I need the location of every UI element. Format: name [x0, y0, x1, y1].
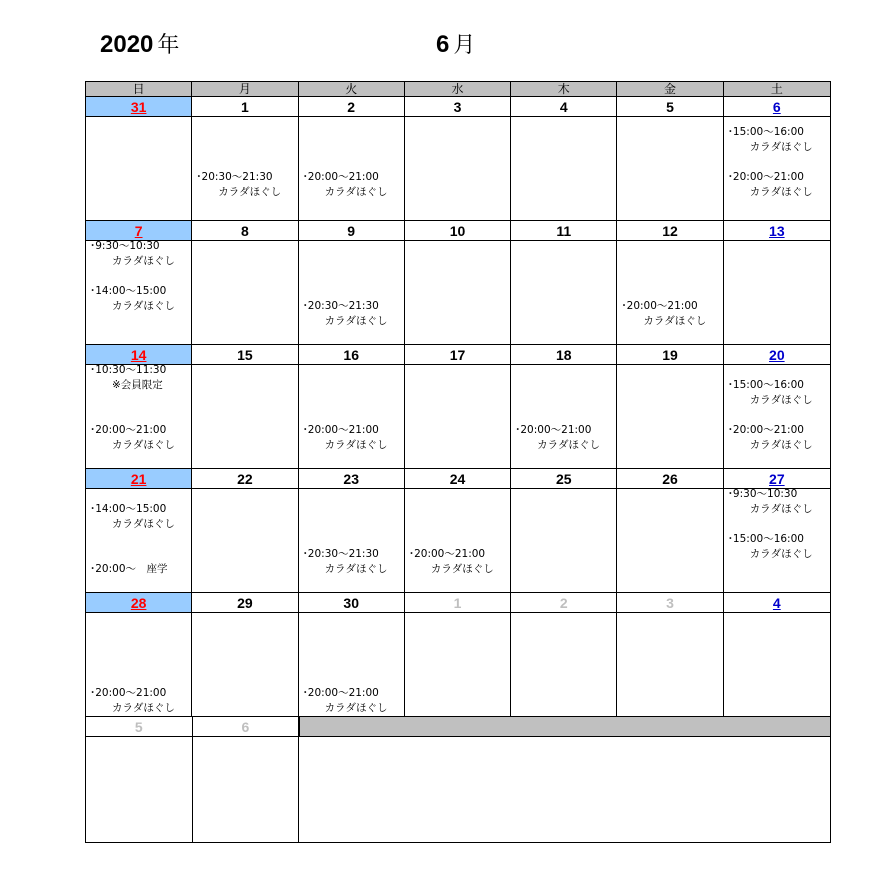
day-number: 26 [617, 469, 722, 489]
day-number: 20 [724, 345, 830, 365]
day-cell[interactable] [192, 221, 298, 344]
day-cell[interactable] [405, 469, 511, 592]
event-time: ･20:30～21:30 [302, 300, 379, 312]
event-time: ･15:00～16:00 [727, 379, 804, 391]
event-time: ･20:00～21:00 [90, 687, 167, 699]
month-title [436, 28, 475, 59]
day-number: 28 [86, 593, 191, 613]
event [303, 299, 388, 329]
day-cell[interactable] [617, 97, 723, 220]
day-number: 21 [86, 469, 191, 489]
empty-filler-bar [299, 717, 830, 737]
event-name: カラダほぐし [643, 315, 707, 327]
day-cell[interactable] [724, 97, 830, 220]
day-number: 12 [617, 221, 722, 241]
event [728, 532, 813, 562]
event-time: ･20:00～21:00 [90, 424, 167, 436]
day-cell[interactable] [724, 469, 830, 592]
day-number: 9 [299, 221, 404, 241]
event-time: ･20:00～21:00 [621, 300, 698, 312]
day-number: 5 [617, 97, 722, 117]
year-title [100, 28, 179, 59]
day-cell[interactable] [724, 345, 830, 468]
week-row-2 [86, 221, 830, 345]
day-cell[interactable] [299, 345, 405, 468]
weekday-fri: 金 [617, 82, 723, 96]
event [90, 686, 175, 716]
event-time: ･20:00～ 座学 [90, 563, 168, 575]
week-row-4 [86, 469, 830, 593]
day-cell[interactable] [405, 97, 511, 220]
day-cell[interactable] [299, 469, 405, 592]
day-cell[interactable] [86, 593, 192, 716]
day-number: 17 [405, 345, 510, 365]
weekday-tue: 火 [299, 82, 405, 96]
day-number: 30 [299, 593, 404, 613]
event-time: ･9:30～10:30 [727, 488, 798, 500]
year-value: 2020 [100, 31, 154, 58]
event [621, 299, 706, 329]
day-cell[interactable] [405, 345, 511, 468]
week-row-3 [86, 345, 830, 469]
event-name: カラダほぐし [324, 702, 388, 714]
event-name: カラダほぐし [324, 186, 388, 198]
event-time: ･15:00～16:00 [727, 533, 804, 545]
event [303, 423, 388, 453]
day-number: 2 [511, 593, 616, 613]
event-name: カラダほぐし [749, 439, 813, 451]
event-name: カラダほぐし [112, 300, 175, 312]
day-number: 24 [405, 469, 510, 489]
event [303, 686, 388, 716]
event [515, 423, 600, 453]
event [728, 125, 813, 155]
event-name: カラダほぐし [324, 563, 388, 575]
day-cell[interactable] [724, 221, 830, 344]
event-name: カラダほぐし [749, 394, 813, 406]
event [90, 363, 166, 393]
event [90, 562, 168, 577]
event-name: カラダほぐし [430, 563, 494, 575]
day-number: 1 [405, 593, 510, 613]
event [90, 502, 175, 532]
day-number: 2 [299, 97, 404, 117]
day-cell[interactable] [299, 593, 405, 716]
event [728, 170, 813, 200]
day-cell[interactable] [192, 469, 298, 592]
event [728, 487, 813, 517]
day-cell[interactable] [724, 593, 830, 716]
day-cell[interactable] [511, 97, 617, 220]
event-name: カラダほぐし [112, 439, 175, 451]
day-number: 15 [192, 345, 297, 365]
event-name: カラダほぐし [324, 439, 388, 451]
day-cell[interactable] [405, 593, 511, 716]
day-number: 8 [192, 221, 297, 241]
day-number: 3 [617, 593, 722, 613]
day-number: 10 [405, 221, 510, 241]
day-cell[interactable] [617, 593, 723, 716]
event-time: ･20:30～21:30 [196, 171, 273, 183]
week-row-1 [86, 97, 830, 221]
event-name: カラダほぐし [112, 255, 175, 267]
day-number: 19 [617, 345, 722, 365]
event [303, 170, 388, 200]
day-cell[interactable] [86, 345, 192, 468]
event-name: カラダほぐし [749, 141, 813, 153]
event-time: ･9:30～10:30 [90, 240, 160, 252]
event-name: カラダほぐし [218, 186, 282, 198]
day-number: 13 [724, 221, 830, 241]
day-number: 7 [86, 221, 191, 241]
event-time: ･20:00～21:00 [302, 424, 379, 436]
day-number: 11 [511, 221, 616, 241]
day-cell[interactable] [511, 345, 617, 468]
event-name: カラダほぐし [324, 315, 388, 327]
day-cell[interactable] [193, 717, 300, 842]
month-unit: 月 [453, 32, 476, 57]
weekday-sun: 日 [86, 82, 192, 96]
calendar-grid [85, 81, 831, 843]
day-cell[interactable] [86, 469, 192, 592]
day-number: 4 [511, 97, 616, 117]
event [728, 378, 813, 408]
weekday-thu: 木 [511, 82, 617, 96]
day-cell[interactable] [617, 345, 723, 468]
day-number: 31 [86, 97, 191, 117]
event-time: ･20:30～21:30 [302, 548, 379, 560]
day-number: 16 [299, 345, 404, 365]
event-name: カラダほぐし [749, 186, 813, 198]
month-value: 6 [436, 31, 450, 58]
event [90, 239, 175, 269]
day-cell[interactable] [192, 97, 298, 220]
day-cell[interactable] [405, 221, 511, 344]
event-time: ･14:00～15:00 [90, 503, 167, 515]
event-name: カラダほぐし [537, 439, 601, 451]
event-time: ･14:00～15:00 [90, 285, 167, 297]
day-number: 23 [299, 469, 404, 489]
day-number: 6 [724, 97, 830, 117]
event-time: ･20:00～21:00 [727, 424, 804, 436]
event-name: カラダほぐし [749, 548, 813, 560]
event-name: カラダほぐし [749, 503, 813, 515]
year-unit: 年 [157, 32, 180, 57]
day-cell[interactable] [86, 221, 192, 344]
event-time: ･20:00～21:00 [302, 687, 379, 699]
week-row-6 [86, 717, 830, 842]
day-cell[interactable] [511, 593, 617, 716]
day-number: 14 [86, 345, 191, 365]
day-number: 18 [511, 345, 616, 365]
day-number: 6 [193, 717, 299, 737]
day-number: 5 [86, 717, 192, 737]
day-cell[interactable] [511, 469, 617, 592]
day-number: 3 [405, 97, 510, 117]
day-cell[interactable] [617, 221, 723, 344]
event-name: カラダほぐし [112, 702, 175, 714]
event [409, 547, 494, 577]
event [90, 423, 175, 453]
day-cell[interactable] [511, 221, 617, 344]
weekday-wed: 水 [405, 82, 511, 96]
day-cell[interactable] [86, 97, 192, 220]
day-cell[interactable] [617, 469, 723, 592]
event [90, 284, 175, 314]
day-number: 22 [192, 469, 297, 489]
event-name: カラダほぐし [112, 518, 175, 530]
event-time: ･10:30～11:30 [90, 364, 167, 376]
day-cell[interactable] [299, 97, 405, 220]
event-time: ･15:00～16:00 [727, 126, 804, 138]
weekday-header-row [86, 82, 830, 97]
event-time: ･20:00～21:00 [515, 424, 592, 436]
day-number: 1 [192, 97, 297, 117]
event-time: ･20:00～21:00 [302, 171, 379, 183]
event-time: ･20:00～21:00 [727, 171, 804, 183]
day-number: 4 [724, 593, 830, 613]
weekday-mon: 月 [192, 82, 298, 96]
weekday-sat: 土 [770, 82, 783, 96]
day-cell[interactable] [192, 345, 298, 468]
week-row-5 [86, 593, 830, 717]
day-number: 25 [511, 469, 616, 489]
event [728, 423, 813, 453]
event-name: ※会員限定 [112, 379, 163, 391]
event [196, 170, 281, 200]
event [303, 547, 388, 577]
day-number: 27 [724, 469, 830, 489]
day-cell[interactable] [192, 593, 298, 716]
event-time: ･20:00～21:00 [408, 548, 486, 560]
day-number: 29 [192, 593, 297, 613]
day-cell[interactable] [299, 221, 405, 344]
day-cell[interactable] [86, 717, 193, 842]
